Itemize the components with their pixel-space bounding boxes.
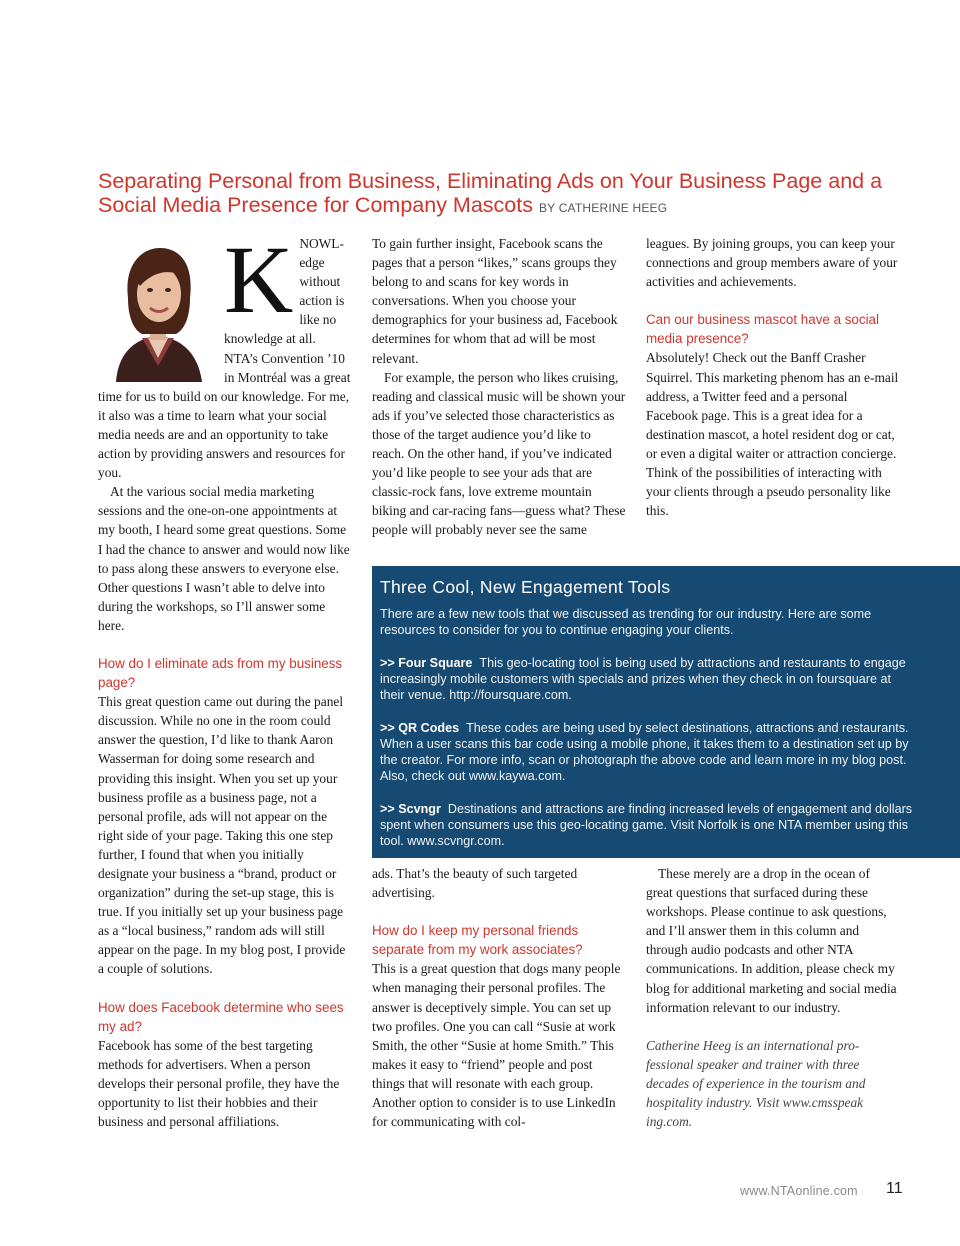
drop-cap: K (224, 226, 294, 333)
page-number: 11 (886, 1180, 903, 1197)
paragraph: This great question came out during the panel discussion. While no one in the room could answer the question, I’d like to thank Aaron Wasserman for doing some research and providing this insight. When you set up your business profile as a business page, not a personal profile, ads will not appear on the right side of your page. Taking this one step further, I found that when you initially designate your business a “brand, product or organization” during the set-up stage, this is true. If you initially set up your business page as a “local business,” random ads will still appear on the page. In my blog post, I provide a couple of solutions. (98, 694, 346, 977)
tool-text: These codes are being used by select destinations, attractions and restaurants. When a user scans this bar code using a mobile phone, it takes them to a destination set up by the creator. For more info, scan or photograph the above code and learn more in my blog post. Also, check out www.kaywa.com. (380, 721, 909, 783)
paragraph: ads. That’s the beauty of such targeted advertising. (372, 866, 578, 901)
paragraph: For example, the person who likes cruising, reading and classical music will be shown your ads if you’ve selected those characteristics as those of the target audience you’d like to reach. On the other hand, if you’ve indicated you’d like people to see your ads that are classic-rock fans, love extreme mountain biking and car-racing fans—guess what? These people will probably never see the same (372, 369, 626, 538)
sidebar-intro: There are a few new tools that we discussed as trending for our industry. Here are some resources to consider for you to continue engaging your clients. (380, 607, 872, 637)
tool-text: Destinations and attractions are finding increased levels of engagement and dollars spent when consumers use this geo-locating game. Visit Norfolk is one NTA member using this tool. www.scvngr.com. (380, 802, 913, 848)
subheading: How do I keep my personal friends separate from my work associates? (372, 923, 583, 958)
paragraph: leagues. By joining groups, you can keep your connections and group members aware of your activities and achievements. (646, 236, 898, 290)
tool-name: >> Scvngr (380, 802, 441, 816)
byline: BY CATHERINE HEEG (538, 201, 668, 215)
paragraph: At the various social media marketing sessions and the one-on-one appointments at my booth, I heard some great questions. Some I had the chance to answer and would now like to pass along these answers to everyone else. Other questions I wasn’t able to delve into during the workshops, so I’ll answer some here. (98, 484, 350, 633)
column-2-bottom (372, 864, 626, 1131)
article-title (98, 169, 898, 220)
column-2-top (372, 234, 626, 540)
tool-name: >> QR Codes (380, 721, 460, 735)
intro-paragraph: NOWLedge without action is like no knowledge at all. NTA’s Convention ’10 in Montréal was a great time for us to build on our knowledge. For me, it also was a time to learn what your social media needs are and an opportunity to take action by providing answers and resources for you. (98, 236, 351, 481)
paragraph: Facebook has some of the best targeting methods for advertisers. When a person develops their personal profile, they have the opportunity to list their hobbies and their business and personal affiliations. (98, 1037, 340, 1130)
footer-url: www.NTAonline.com (740, 1184, 858, 1198)
column-3-top (646, 234, 900, 520)
tool-text: This geo-locating tool is being used by attractions and restaurants to engage increasingly mobile customers with specials and prizes when they check in on foursquare at their venue. http://foursquare.com. (380, 656, 906, 702)
author-bio: Catherine Heeg is an international professional speaker and trainer with three decades of experience in the tourism and hospitality industry. Visit www.cmsspeak ing.com. (646, 1037, 866, 1130)
subheading: How does Facebook determine who sees my ad? (98, 999, 344, 1034)
sidebar-tool-qrcodes (380, 720, 916, 784)
sidebar-box (372, 566, 960, 858)
author-photo (98, 234, 218, 382)
paragraph: These merely are a drop in the ocean of great questions that surfaced during these workshops. Please continue to ask questions, and I’ll answer them in this column and through audio podcasts and other NTA communications. In addition, please check my blog for additional marketing and social media information relevant to our industry. (646, 866, 897, 1015)
sidebar-tool-foursquare (380, 655, 916, 703)
paragraph: To gain further insight, Facebook scans the pages that a person “likes,” scans groups they belong to and scans for key words in conversations. When you choose your demographics for your business ad, Facebook determines for whom that ad will be most relevant. (372, 236, 618, 366)
column-1 (98, 226, 352, 1131)
sidebar-tool-scvngr (380, 801, 916, 849)
paragraph: This is a great question that dogs many people when managing their personal profiles. The answer is deceptively simple. You can set up two profiles. One you can call “Susie at work Smith, the other “Susie at home Smith.” This makes it easy to “friend” people and post things that will resonate with each group. Another option to consider is to use LinkedIn for communicating with col- (372, 961, 621, 1130)
tool-name: >> Four Square (380, 656, 473, 670)
subheading: Can our business mascot have a social media presence? (646, 312, 879, 347)
sidebar-title: Three Cool, New Engagement Tools (380, 577, 671, 597)
author-portrait-image (98, 234, 218, 382)
paragraph: Absolutely! Check out the Banff Crasher Squirrel. This marketing phenom has an e-mail address, a Twitter feed and a personal Facebook page. This is a great idea for a destination mascot, a hotel resident dog or cat, or even a digital waiter or attraction concierge. Think of the possibilities of interacting with your clients through a pseudo personality like this. (646, 350, 899, 519)
column-3-bottom (646, 864, 900, 1131)
title-text: Separating Personal from Business, Eliminating Ads on Your Business Page and a Social Media Presence for Company Mascots (98, 169, 883, 217)
subheading: How do I eliminate ads from my business page? (98, 655, 343, 691)
